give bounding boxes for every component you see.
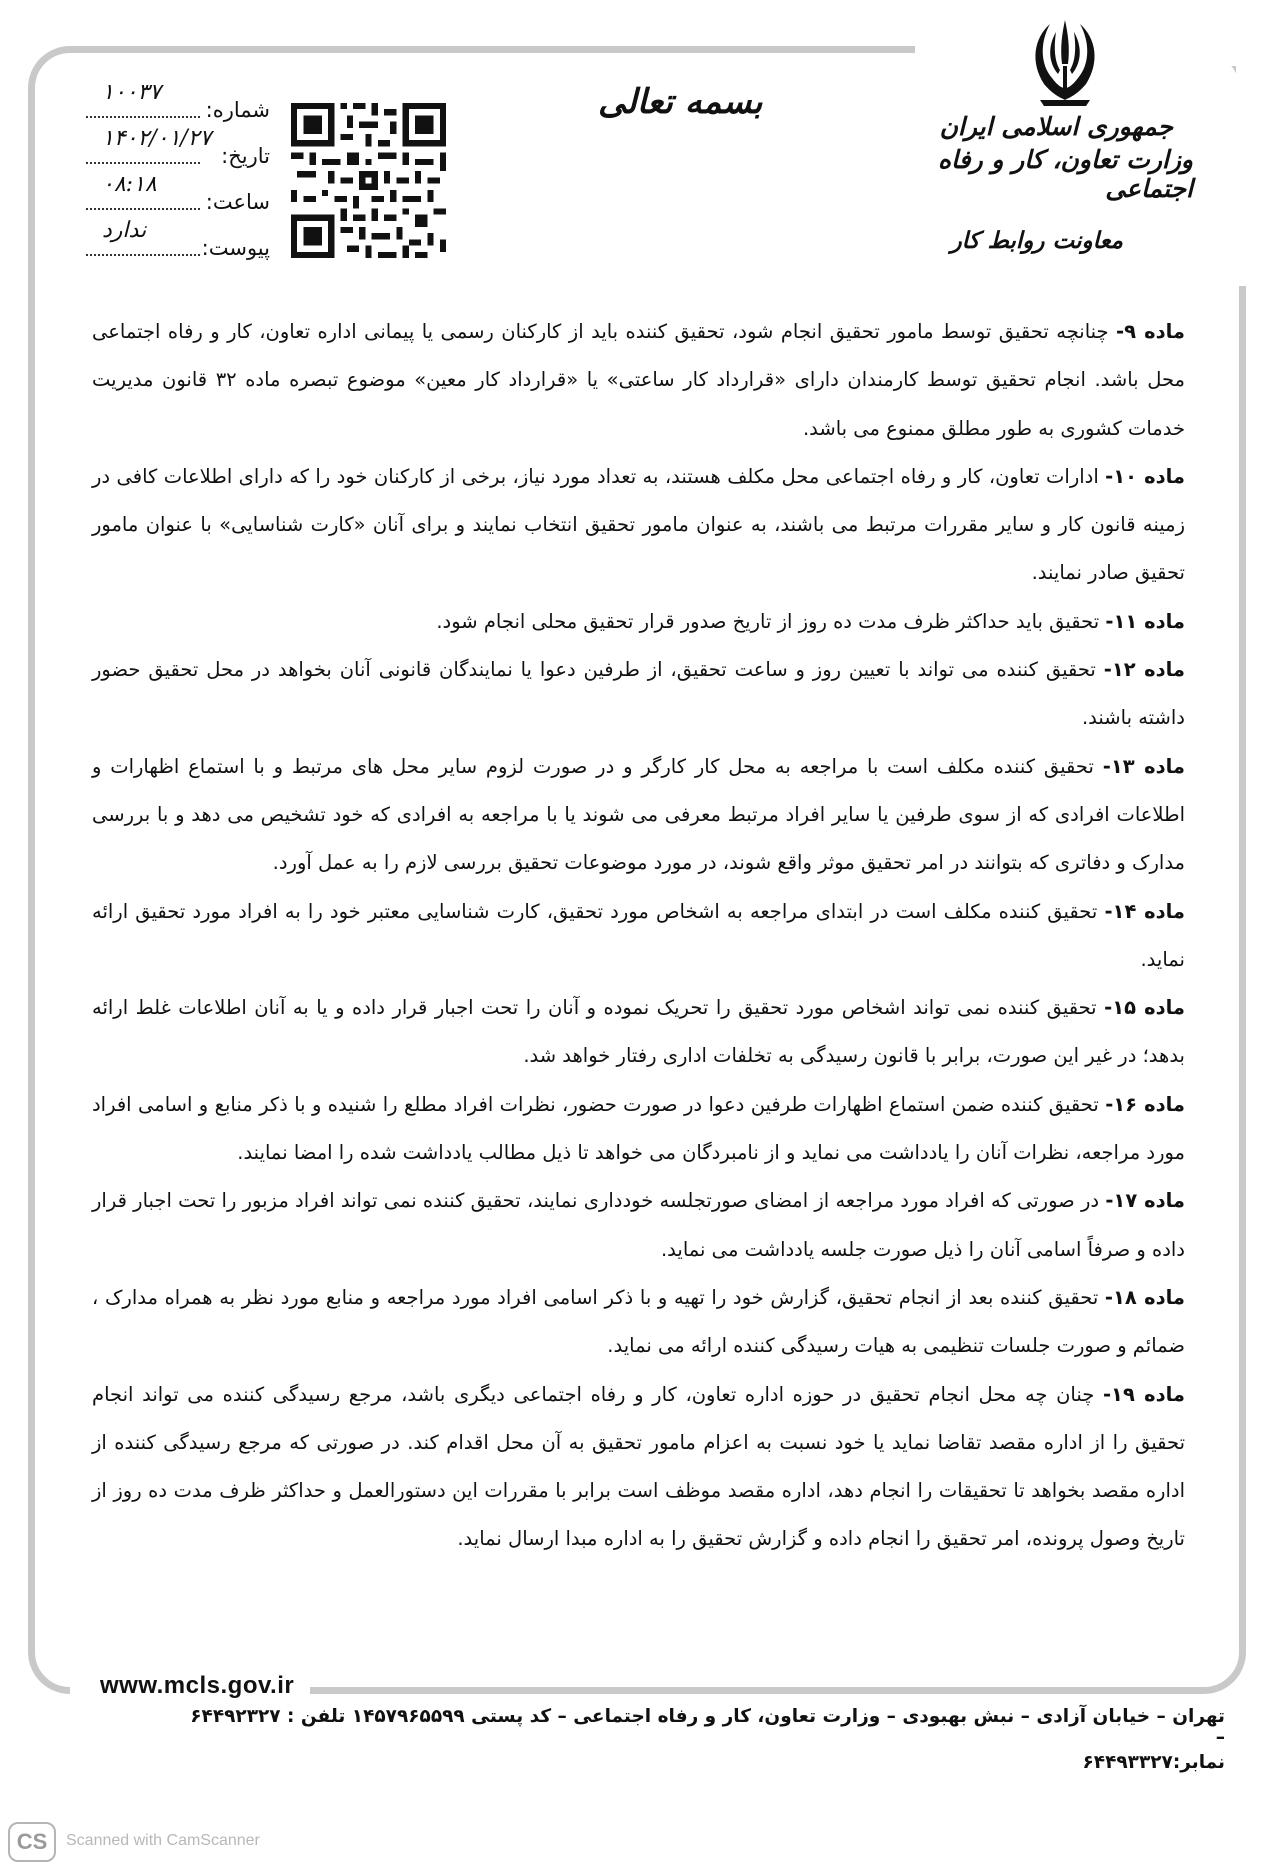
article-text: تحقیق کننده مکلف است در ابتدای مراجعه به اشخاص مورد تحقیق، کارت شناسایی معتبر خود را به افراد مورد تحقیق ارائه نماید. bbox=[92, 899, 1185, 971]
date-value: ۱۴۰۲/۰۱/۲۷ bbox=[102, 126, 212, 151]
qr-code bbox=[291, 103, 446, 258]
article-label: ماده ۱۹- bbox=[1102, 1382, 1185, 1406]
article-label: ماده ۱۶- bbox=[1105, 1092, 1185, 1116]
footer-address: تهران – خیابان آزادی – نبش بهبودی – وزارت تعاون، کار و رفاه اجتماعی – کد پستی ۱۴۵۷۹۶۵۵۹۹ تلفن : ۶۴۴۹۲۳۲۷ – bbox=[190, 1706, 1225, 1748]
article-14 bbox=[92, 888, 1185, 985]
article-text: چنانچه تحقیق توسط مامور تحقیق انجام شود، تحقیق کننده باید از کارکنان رسمی یا پیمانی اداره تعاون، کار و رفاه اجتماعی محل باشد. انجام تحقیق توسط کارمندان دارای «قرارداد کار ساعتی» یا «قرارداد کار معین» موضوع تبصره ماده ۳۲ قانون مدیریت خدمات کشوری به طور مطلق ممنوع می باشد. bbox=[92, 320, 1185, 440]
article-18 bbox=[92, 1274, 1185, 1371]
article-label: ماده ۱۸- bbox=[1104, 1285, 1185, 1309]
article-label: ماده ۱۷- bbox=[1105, 1189, 1185, 1213]
iran-emblem-icon bbox=[1010, 14, 1120, 110]
basmala-heading: بسمه تعالی bbox=[598, 82, 763, 122]
article-text: تحقیق کننده می تواند با تعیین روز و ساعت تحقیق، از طرفین دعوا یا نمایندگان قانونی آنان بخواهد در محل تحقیق حضور داشته باشند. bbox=[92, 658, 1185, 730]
article-label: ماده ۱۴- bbox=[1104, 899, 1185, 923]
letter-metadata bbox=[80, 80, 270, 264]
camscanner-logo-icon: CS bbox=[8, 1822, 56, 1862]
letter-number-row bbox=[80, 80, 270, 126]
article-text: تحقیق کننده مکلف است با مراجعه به محل کار کارگر و در صورت لزوم سایر محل های مرتبط و با استماع اظهارات و اطلاعات افرادی که از سوی طرفین یا سایر افراد مرتبط معرفی می شوند یا با مراجعه به افرادی که خود تشخیص می دهد و با بررسی مدارک و دفاتری که بتوانند در امر تحقیق موثر واقع شوند، در مورد موضوعات تحقیق بررسی لازم را به عمل آورد. bbox=[92, 754, 1185, 875]
article-11 bbox=[92, 598, 1185, 646]
article-17 bbox=[92, 1177, 1185, 1274]
number-label: شماره: bbox=[205, 98, 270, 122]
department-name: معاونت روابط کار bbox=[950, 227, 1123, 254]
letter-time-row bbox=[80, 172, 270, 218]
article-text: تحقیق باید حداکثر ظرف مدت ده روز از تاریخ صدور قرار تحقیق محلی انجام شود. bbox=[436, 609, 1106, 633]
article-text: ادارات تعاون، کار و رفاه اجتماعی محل مکلف هستند، به تعداد مورد نیاز، برخی از کارکنان خود را که دارای اطلاعات کافی در زمینه قانون کار و سایر مقررات مرتبط می باشند، به عنوان مامور تحقیق انتخاب نمایند و برای آنان «کارت شناسایی» با عنوان مامور تحقیق صادر نمایند. bbox=[92, 464, 1185, 585]
website-link[interactable]: www.mcls.gov.ir bbox=[100, 1672, 295, 1699]
article-text: در صورتی که افراد مورد مراجعه از امضای صورتجلسه خودداری نمایند، تحقیق کننده نمی تواند افراد مزبور را تحت اجبار قرار داده و صرفاً اسامی آنان را ذیل صورت جلسه یادداشت می نماید. bbox=[92, 1189, 1185, 1261]
article-16 bbox=[92, 1081, 1185, 1178]
article-text: تحقیق کننده ضمن استماع اظهارات طرفین دعوا در صورت حضور، نظرات افراد مطلع را شنیده و با ذکر منابع و اسامی افراد مورد مراجعه، نظرات آنان را یادداشت می نماید و از نامبردگان می خواهد تا ذیل مطالب یادداشت شده را امضا نمایند. bbox=[92, 1092, 1185, 1165]
article-label: ماده ۱۱- bbox=[1105, 609, 1185, 633]
camscanner-watermark: Scanned with CamScanner bbox=[66, 1832, 260, 1849]
article-label: ماده ۹- bbox=[1116, 320, 1186, 343]
footer-fax: نمابر:۶۴۴۹۳۳۲۷ bbox=[1082, 1752, 1225, 1773]
article-12 bbox=[92, 646, 1185, 743]
article-label: ماده ۱۵- bbox=[1104, 996, 1186, 1020]
date-label: تاریخ: bbox=[221, 144, 270, 168]
article-label: ماده ۱۳- bbox=[1102, 754, 1185, 778]
article-19 bbox=[92, 1371, 1185, 1564]
number-value: ۱۰۰۳۷ bbox=[102, 80, 162, 105]
ministry-name: وزارت تعاون، کار و رفاه اجتماعی bbox=[937, 145, 1193, 203]
letter-attachment-row bbox=[80, 218, 270, 264]
article-10 bbox=[92, 453, 1185, 598]
ministry-header bbox=[933, 112, 1193, 254]
article-15 bbox=[92, 984, 1185, 1081]
letter-date-row bbox=[80, 126, 270, 172]
article-text: تحقیق کننده نمی تواند اشخاص مورد تحقیق را تحریک نموده و آنان را تحت اجبار قرار داده و یا به آنان اطلاعات غلط ارائه بدهد؛ در غیر این صورت، برابر با قانون رسیدگی به تخلفات اداری رفتار خواهد شد. bbox=[92, 996, 1185, 1068]
article-text: چنان چه محل انجام تحقیق در حوزه اداره تعاون، کار و رفاه اجتماعی دیگری باشد، مرجع رسیدگی کننده می تواند انجام تحقیق را از اداره مقصد تقاضا نماید یا خود نسبت به اعزام مامور تحقیق به آن محل اقدام کند. در صورتی که مرجع رسیدگی کننده از اداره مقصد بخواهد تا تحقیقات را انجام دهد، اداره مقصد موظف است برابر با مقررات این دستورالعمل و حداکثر ظرف مدت ده روز از تاریخ وصول پرونده، امر تحقیق را انجام داده و گزارش تحقیق را به اداره مبدا ارسال نماید. bbox=[92, 1382, 1185, 1551]
attachment-label: پیوست: bbox=[201, 236, 270, 260]
article-9 bbox=[92, 308, 1185, 453]
attachment-value: ندارد bbox=[102, 218, 147, 243]
time-label: ساعت: bbox=[205, 190, 270, 214]
article-label: ماده ۱۰- bbox=[1105, 464, 1185, 488]
country-name: جمهوری اسلامی ایران bbox=[939, 112, 1173, 141]
article-13 bbox=[92, 743, 1185, 888]
article-text: تحقیق کننده بعد از انجام تحقیق، گزارش خود را تهیه و با ذکر اسامی افراد مورد مراجعه و منابع مورد نظر به همراه مدارک ، ضمائم و صورت جلسات تنظیمی به هیات رسیدگی کننده ارائه می نماید. bbox=[92, 1285, 1185, 1358]
letter-body bbox=[92, 308, 1185, 1564]
time-value: ۰۸:۱۸ bbox=[102, 172, 157, 197]
article-label: ماده ۱۲- bbox=[1103, 658, 1186, 682]
